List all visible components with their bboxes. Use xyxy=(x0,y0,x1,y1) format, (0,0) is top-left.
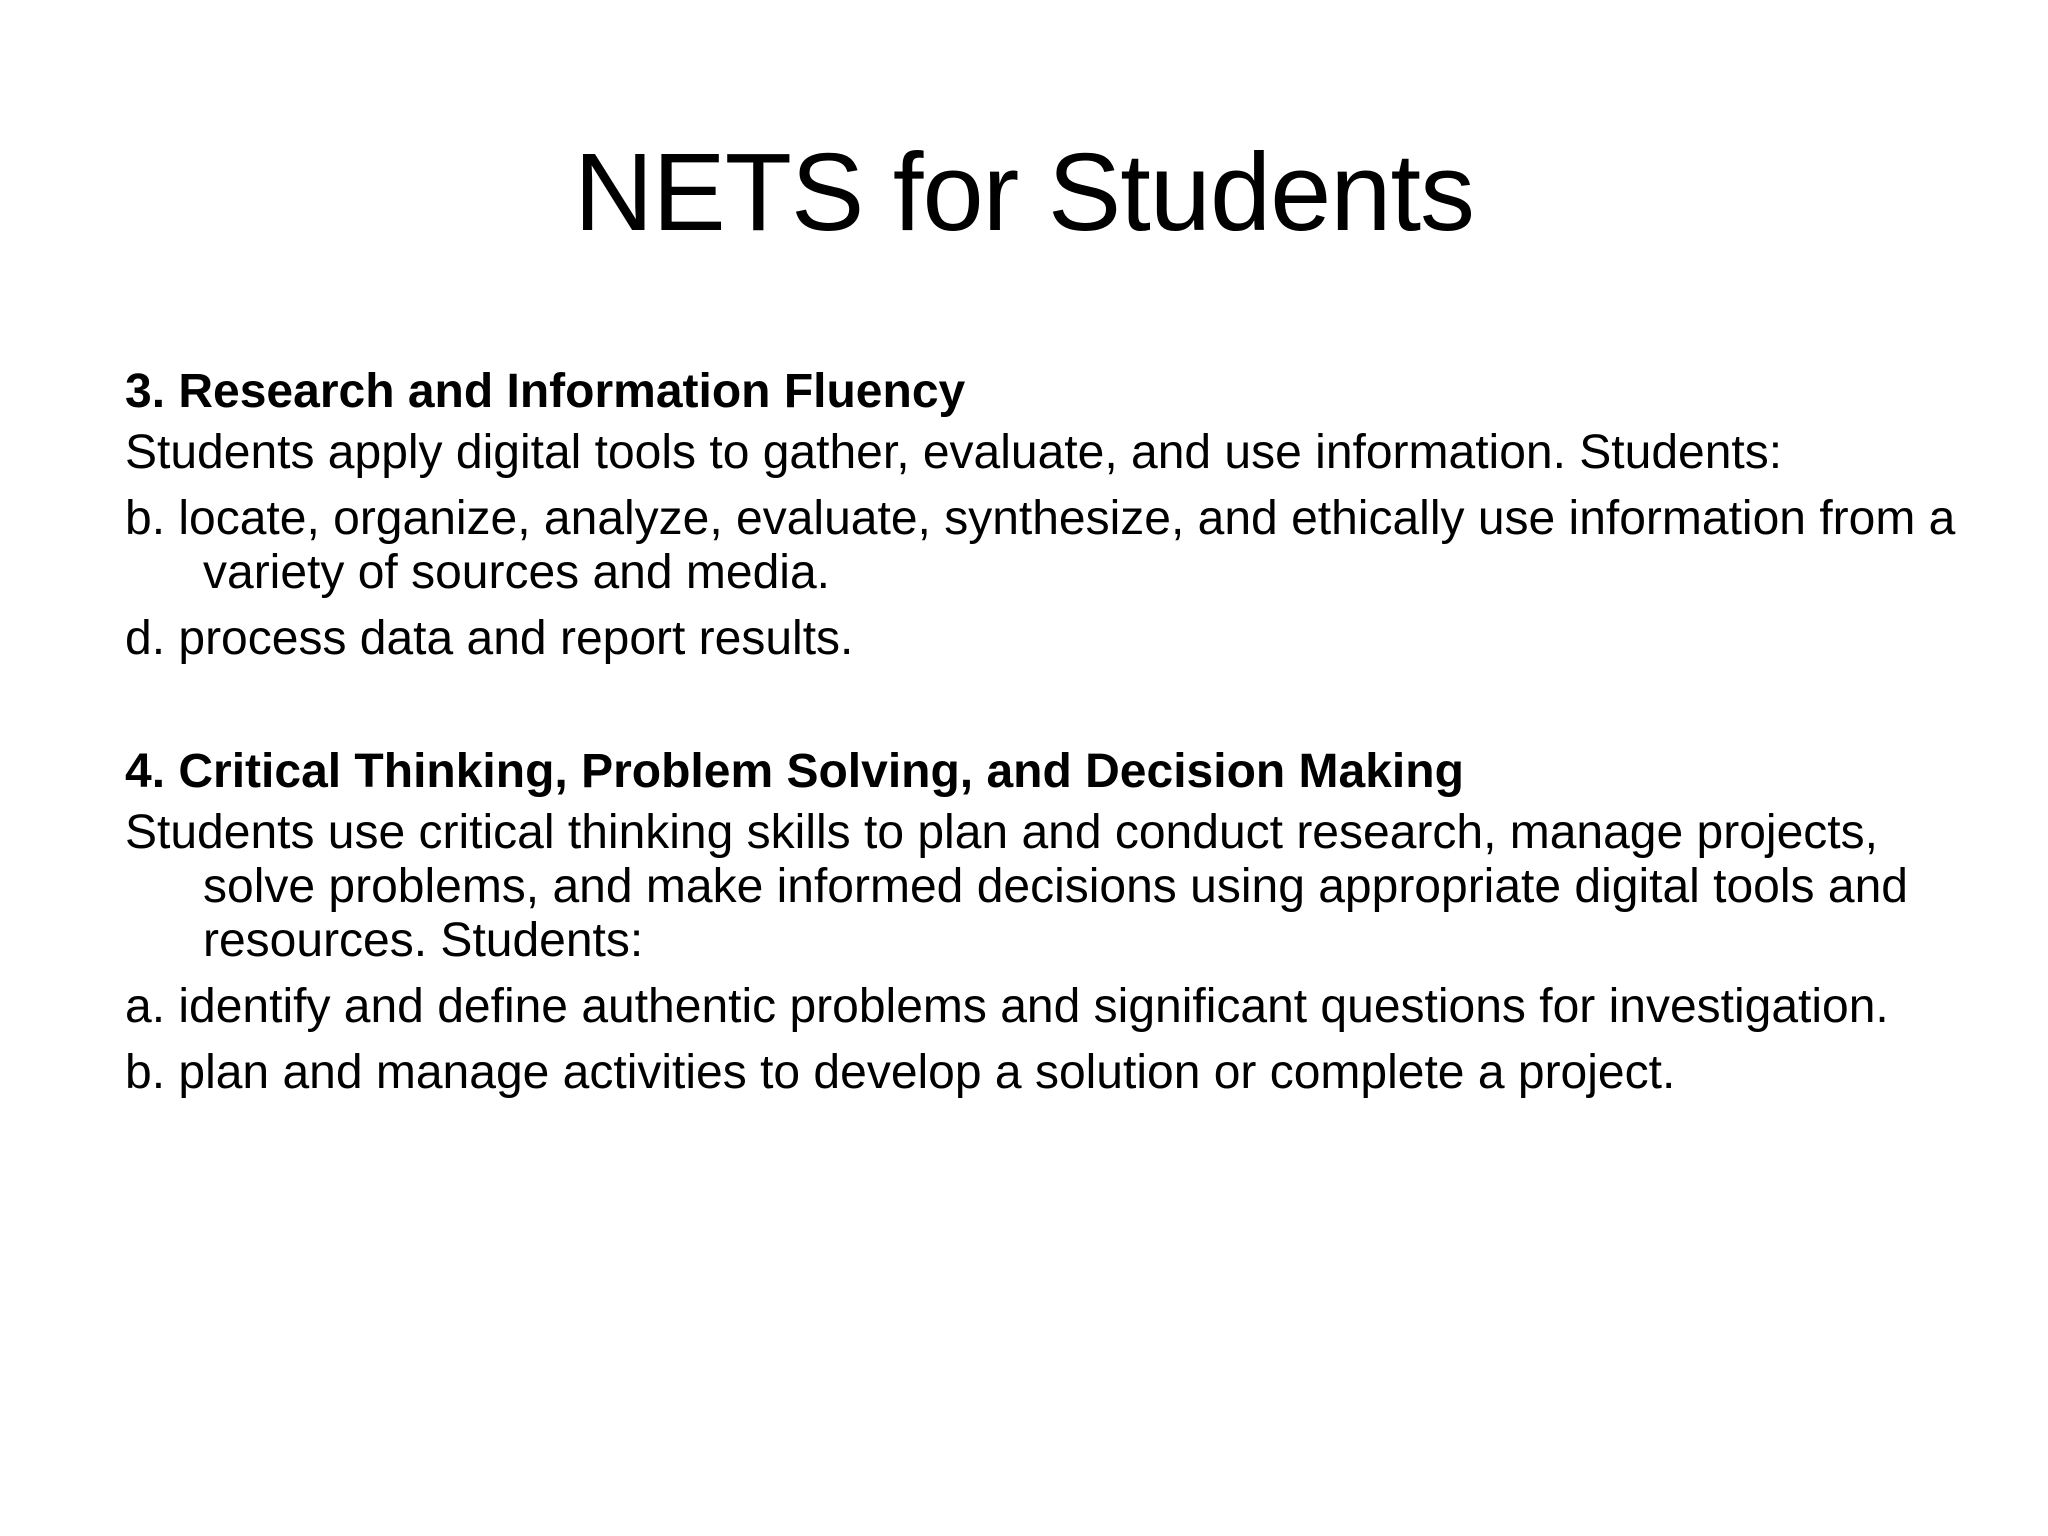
section-research-information-fluency xyxy=(125,362,1965,666)
section-intro: Students apply digital tools to gather, evaluate, and use information. Students: xyxy=(125,426,1783,479)
section-critical-thinking xyxy=(125,742,1965,1100)
section-heading: 4. Critical Thinking, Problem Solving, and Decision Making xyxy=(125,745,1464,798)
list-item: b. locate, organize, analyze, evaluate, synthesize, and ethically use information from a variety of sources and media. xyxy=(125,492,1956,599)
section-spacer xyxy=(125,678,1965,742)
list-item: b. plan and manage activities to develop a solution or complete a project. xyxy=(125,1046,1676,1099)
list-item: a. identify and define authentic problems and significant questions for investigation. xyxy=(125,980,1889,1033)
section-intro: Students use critical thinking skills to plan and conduct research, manage projects, solve problems, and make informed decisions using appropriate digital tools and resources. Students: xyxy=(125,806,1908,967)
slide-title: NETS for Students xyxy=(573,131,1475,254)
slide-body xyxy=(125,362,1965,1112)
list-item: d. process data and report results. xyxy=(125,612,854,665)
section-heading: 3. Research and Information Fluency xyxy=(125,365,966,418)
